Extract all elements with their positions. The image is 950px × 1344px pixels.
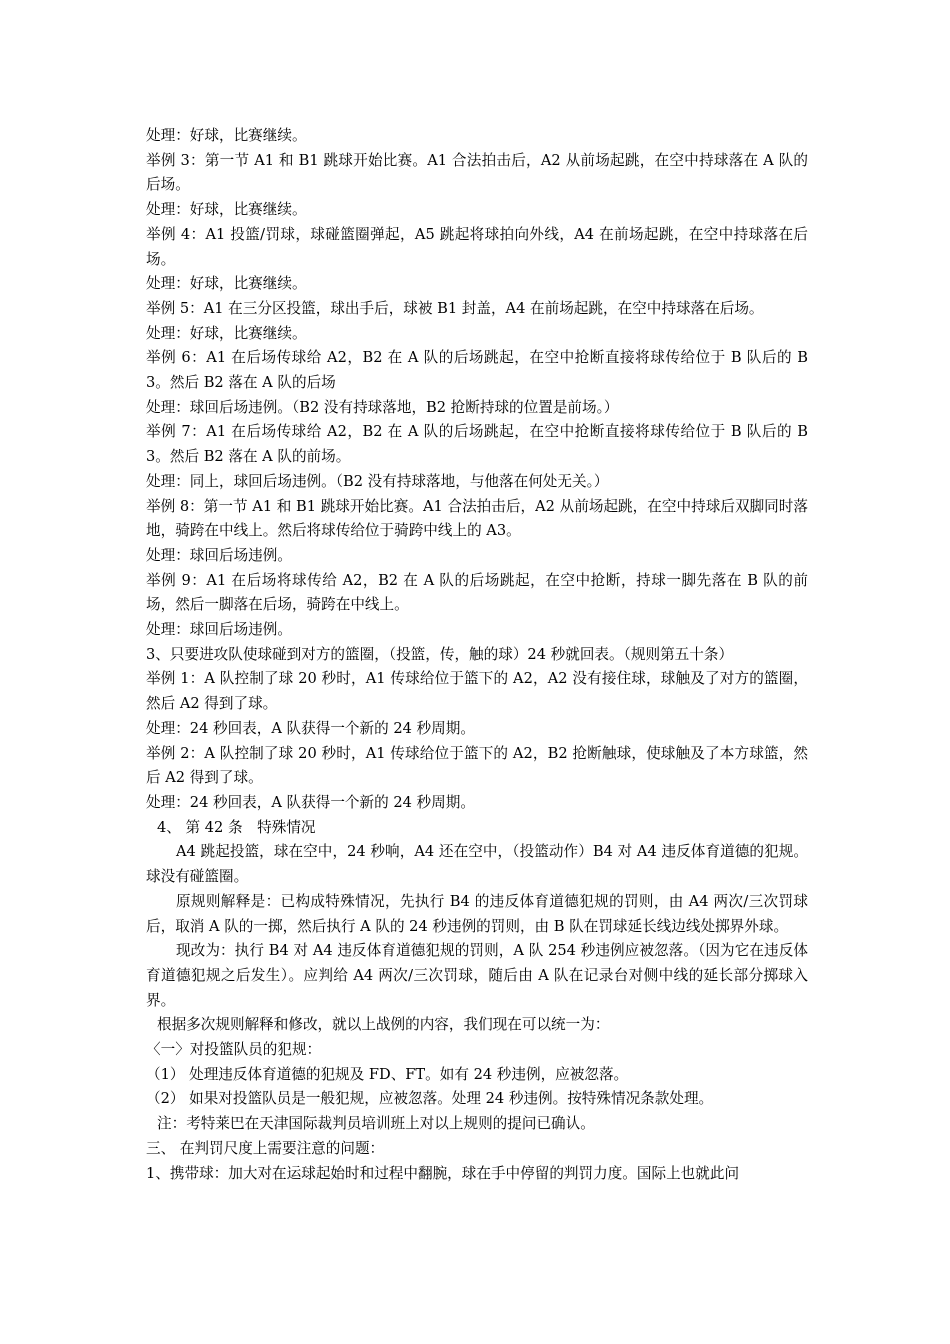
section-heading: 4、 第 42 条 特殊情况 [157,818,316,836]
paragraph: 处理：球回后场违例。（B2 没有持球落地，B2 抢断持球的位置是前场。） [146,398,619,416]
paragraph: 举例 2：A 队控制了球 20 秒时，A1 传球给位于篮下的 A2，B2 抢断触球，使球触及了本方球篮，然后 A2 得到了球。 [146,744,808,787]
list-item: （2） 如果对投篮队员是一般犯规，应被忽落。处理 24 秒违例。按特殊情况条款处理。 [146,1090,714,1108]
paragraph: 举例 5：A1 在三分区投篮，球出手后，球被 B1 封盖，A4 在前场起跳，在空中持球落在后场。 [146,299,764,317]
paragraph: 举例 6：A1 在后场传球给 A2，B2 在 A 队的后场跳起，在空中抢断直接将球传给位于 B 队后的 B3。然后 B2 落在 A 队的后场 [146,349,808,392]
paragraph: 处理：好球，比赛继续。 [146,127,307,144]
paragraph: 处理：同上，球回后场违例。（B2 没有持球落地，与他落在何处无关。） [146,472,609,490]
paragraph: 1、携带球：加大对在运球起始时和过程中翻腕，球在手中停留的判罚力度。国际上也就此问 [146,1164,740,1182]
paragraph: 举例 3：第一节 A1 和 B1 跳球开始比赛。A1 合法拍击后，A2 从前场起跳，在空中持球落在 A 队的后场。 [146,151,808,194]
paragraph: 原规则解释是：已构成特殊情况，先执行 B4 的违反体育道德犯规的罚则，由 A4 两次/三次罚球后，取消 A 队的一掷，然后执行 A 队的 24 秒违例的罚则，由 B 队在罚球延长线边线处掷界外球。 [146,892,808,935]
paragraph: 处理：24 秒回表，A 队获得一个新的 24 秒周期。 [146,719,475,737]
list-item: （1） 处理违反体育道德的犯规及 FD、FT。如有 24 秒违例，应被忽落。 [146,1065,629,1083]
paragraph: 举例 4：A1 投篮/罚球，球碰篮圈弹起，A5 跳起将球拍向外线，A4 在前场起跳，在空中持球落在后场。 [146,225,808,268]
paragraph: 处理：球回后场违例。 [146,546,292,564]
paragraph: 根据多次规则解释和修改，就以上战例的内容，我们现在可以统一为： [157,1016,610,1034]
paragraph: 〈一〉对投篮队员的犯规： [146,1041,322,1059]
paragraph: 处理：24 秒回表，A 队获得一个新的 24 秒周期。 [146,793,475,811]
paragraph: 3、只要进攻队使球碰到对方的篮圈，（投篮，传，触的球）24 秒就回表。（规则第五十条） [146,645,734,663]
paragraph: 举例 8：第一节 A1 和 B1 跳球开始比赛。A1 合法拍击后，A2 从前场起跳，在空中持球后双脚同时落地，骑跨在中线上。然后将球传给位于骑跨中线上的 A3。 [146,497,808,540]
section-heading: 三、 在判罚尺度上需要注意的问题： [146,1139,385,1157]
document-body [146,124,808,1186]
paragraph: 举例 9：A1 在后场将球传给 A2，B2 在 A 队的后场跳起，在空中抢断，持球一脚先落在 B 队的前场，然后一脚落在后场，骑跨在中线上。 [146,571,808,614]
paragraph: 举例 7：A1 在后场传球给 A2，B2 在 A 队的后场跳起，在空中抢断直接将球传给位于 B 队后的 B3。然后 B2 落在 A 队的前场。 [146,423,808,466]
paragraph: A4 跳起投篮，球在空中，24 秒响，A4 还在空中，（投篮动作）B4 对 A4 违反体育道德的犯规。球没有碰篮圈。 [146,843,808,886]
note: 注：考特莱巴在天津国际裁判员培训班上对以上规则的提问已确认。 [157,1115,595,1133]
paragraph: 处理：好球，比赛继续。 [146,275,307,293]
paragraph: 处理：好球，比赛继续。 [146,201,307,219]
paragraph: 现改为：执行 B4 对 A4 违反体育道德犯规的罚则，A 队 254 秒违例应被忽落。（因为它在违反体育道德犯规之后发生）。应判给 A4 两次/三次罚球，随后由 A 队在记录台对侧中线的延长部分掷球入界。 [146,942,808,1009]
paragraph: 处理：球回后场违例。 [146,621,292,639]
paragraph: 处理：好球，比赛继续。 [146,324,307,342]
paragraph: 举例 1：A 队控制了球 20 秒时，A1 传球给位于篮下的 A2，A2 没有接住球，球触及了对方的篮圈，然后 A2 得到了球。 [146,670,808,713]
